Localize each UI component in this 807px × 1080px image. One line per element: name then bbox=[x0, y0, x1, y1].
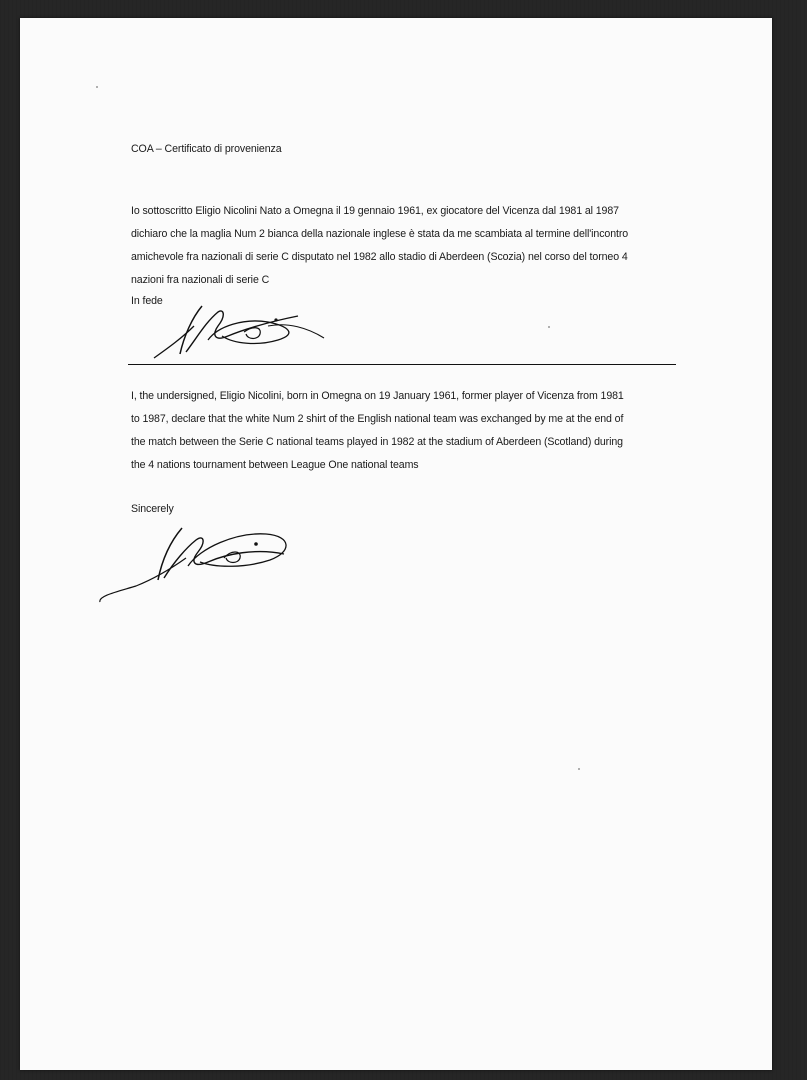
section-divider bbox=[128, 364, 676, 365]
english-line-4: the 4 nations tournament between League One national teams bbox=[131, 459, 419, 471]
signature-2 bbox=[96, 518, 296, 608]
italian-line-4: nazioni fra nazionali di serie C bbox=[131, 274, 270, 286]
italian-line-2: dichiaro che la maglia Num 2 bianca della nazionale inglese è stata da me scambiata al termine dell'incontro bbox=[131, 228, 629, 240]
scan-speck bbox=[548, 326, 550, 328]
english-closing: Sincerely bbox=[131, 503, 174, 515]
italian-closing: In fede bbox=[131, 295, 163, 307]
document-heading: COA – Certificato di provenienza bbox=[131, 143, 282, 155]
english-line-2: to 1987, declare that the white Num 2 shirt of the English national team was exchanged by me at the end of bbox=[131, 413, 624, 425]
signature-1 bbox=[148, 296, 333, 366]
english-line-3: the match between the Serie C national teams played in 1982 at the stadium of Aberdeen (Scotland) during bbox=[131, 436, 623, 448]
italian-line-1: Io sottoscritto Eligio Nicolini Nato a Omegna il 19 gennaio 1961, ex giocatore del Vicenza dal 1981 al 1987 bbox=[131, 205, 619, 217]
english-line-1: I, the undersigned, Eligio Nicolini, born in Omegna on 19 January 1961, former player of Vicenza from 1981 bbox=[131, 390, 624, 402]
scan-speck bbox=[96, 86, 98, 88]
italian-line-3: amichevole fra nazionali di serie C disputato nel 1982 allo stadio di Aberdeen (Scozia) nel corso del torneo 4 bbox=[131, 251, 628, 263]
scan-speck bbox=[578, 768, 580, 770]
